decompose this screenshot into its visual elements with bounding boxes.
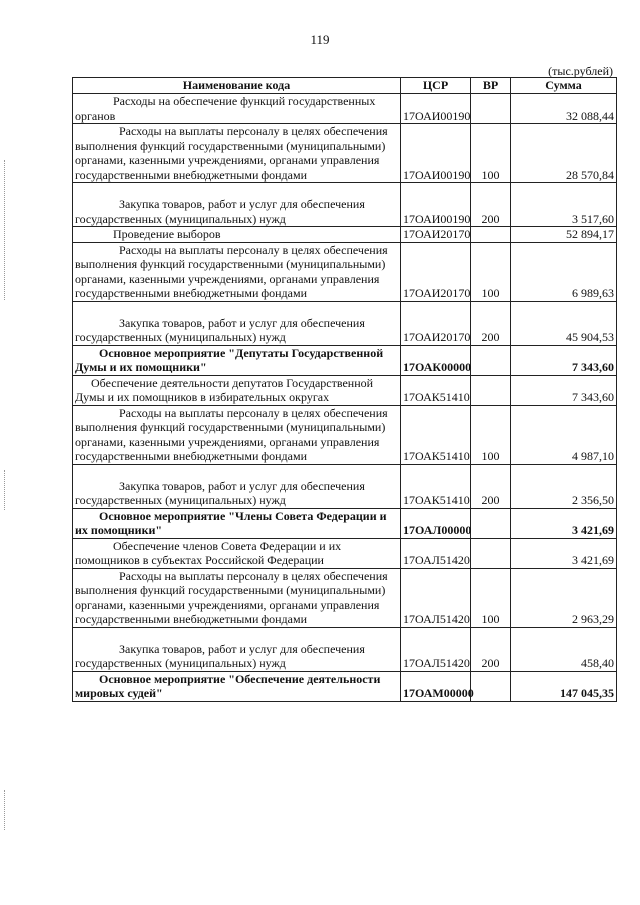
row-sum: 45 904,53 <box>511 301 617 345</box>
table-row <box>73 671 617 701</box>
row-sum: 2 356,50 <box>511 464 617 508</box>
header-csr: ЦСР <box>401 78 471 94</box>
row-csr: 17ОАИ00190 <box>401 124 471 183</box>
row-vr <box>471 345 511 375</box>
row-name: Основное мероприятие "Обеспечение деятельности мировых судей" <box>73 671 401 701</box>
table-row <box>73 508 617 538</box>
row-vr: 200 <box>471 627 511 671</box>
row-name: Расходы на обеспечение функций государственных органов <box>73 94 401 124</box>
table-row <box>73 124 617 183</box>
row-csr: 17ОАИ00190 <box>401 183 471 227</box>
row-csr: 17ОАК00000 <box>401 345 471 375</box>
table-row <box>73 183 617 227</box>
page-number: 119 <box>310 32 330 47</box>
row-sum: 2 963,29 <box>511 568 617 627</box>
row-vr <box>471 375 511 405</box>
header-name: Наименование кода <box>73 78 401 94</box>
row-vr <box>471 508 511 538</box>
table-row <box>73 464 617 508</box>
row-name: Расходы на выплаты персоналу в целях обеспечения выполнения функций государственными (муниципальными) органами, казенными учреждениями, органами управления государственными внебюджетными фондами <box>73 242 401 301</box>
row-vr: 100 <box>471 124 511 183</box>
margin-dotted-line <box>4 790 6 830</box>
row-vr: 100 <box>471 405 511 464</box>
table-row <box>73 375 617 405</box>
row-csr: 17ОАЛ00000 <box>401 508 471 538</box>
row-csr: 17ОАИ00190 <box>401 94 471 124</box>
table-row <box>73 627 617 671</box>
row-csr: 17ОАК51410 <box>401 464 471 508</box>
row-sum: 28 570,84 <box>511 124 617 183</box>
header-sum: Сумма <box>511 78 617 94</box>
unit-label: (тыс.рублей) <box>548 64 613 78</box>
table-row <box>73 227 617 243</box>
row-name: Закупка товаров, работ и услуг для обеспечения государственных (муниципальных) нужд <box>73 627 401 671</box>
row-csr: 17ОАИ20170 <box>401 242 471 301</box>
row-vr: 100 <box>471 568 511 627</box>
row-sum: 458,40 <box>511 627 617 671</box>
row-name: Основное мероприятие "Депутаты Государственной Думы и их помощники" <box>73 345 401 375</box>
row-csr: 17ОАМ00000 <box>401 671 471 701</box>
row-sum: 3 517,60 <box>511 183 617 227</box>
row-sum: 147 045,35 <box>511 671 617 701</box>
row-vr: 200 <box>471 301 511 345</box>
margin-dotted-line <box>4 470 6 510</box>
row-name: Расходы на выплаты персоналу в целях обеспечения выполнения функций государственными (муниципальными) органами, казенными учреждениями, органами управления государственными внебюджетными фондами <box>73 568 401 627</box>
row-csr: 17ОАЛ51420 <box>401 538 471 568</box>
table-header-row <box>73 78 617 94</box>
row-csr: 17ОАК51410 <box>401 375 471 405</box>
row-name: Расходы на выплаты персоналу в целях обеспечения выполнения функций государственными (муниципальными) органами, казенными учреждениями, органами управления государственными внебюджетными фондами <box>73 405 401 464</box>
row-name: Обеспечение членов Совета Федерации и их помощников в субъектах Российской Федерации <box>73 538 401 568</box>
table-row <box>73 94 617 124</box>
row-name: Обеспечение деятельности депутатов Государственной Думы и их помощников в избирательных округах <box>73 375 401 405</box>
table-row <box>73 405 617 464</box>
row-name: Закупка товаров, работ и услуг для обеспечения государственных (муниципальных) нужд <box>73 464 401 508</box>
row-name: Закупка товаров, работ и услуг для обеспечения государственных (муниципальных) нужд <box>73 301 401 345</box>
row-vr <box>471 538 511 568</box>
row-sum: 4 987,10 <box>511 405 617 464</box>
row-vr: 100 <box>471 242 511 301</box>
row-sum: 6 989,63 <box>511 242 617 301</box>
header-vr: ВР <box>471 78 511 94</box>
table-row <box>73 301 617 345</box>
row-sum: 32 088,44 <box>511 94 617 124</box>
row-vr <box>471 94 511 124</box>
table-row <box>73 242 617 301</box>
row-vr: 200 <box>471 464 511 508</box>
row-sum: 7 343,60 <box>511 375 617 405</box>
row-name: Расходы на выплаты персоналу в целях обеспечения выполнения функций государственными (муниципальными) органами, казенными учреждениями, органами управления государственными внебюджетными фондами <box>73 124 401 183</box>
budget-table <box>72 77 617 702</box>
row-name: Закупка товаров, работ и услуг для обеспечения государственных (муниципальных) нужд <box>73 183 401 227</box>
margin-dotted-line <box>4 160 6 300</box>
row-vr <box>471 671 511 701</box>
row-name: Проведение выборов <box>73 227 401 243</box>
row-csr: 17ОАИ20170 <box>401 301 471 345</box>
row-sum: 52 894,17 <box>511 227 617 243</box>
row-vr: 200 <box>471 183 511 227</box>
row-csr: 17ОАЛ51420 <box>401 568 471 627</box>
table-row <box>73 345 617 375</box>
table-row <box>73 538 617 568</box>
row-csr: 17ОАК51410 <box>401 405 471 464</box>
row-name: Основное мероприятие "Члены Совета Федерации и их помощники" <box>73 508 401 538</box>
row-sum: 3 421,69 <box>511 508 617 538</box>
row-csr: 17ОАИ20170 <box>401 227 471 243</box>
row-sum: 3 421,69 <box>511 538 617 568</box>
row-sum: 7 343,60 <box>511 345 617 375</box>
row-vr <box>471 227 511 243</box>
row-csr: 17ОАЛ51420 <box>401 627 471 671</box>
table-row <box>73 568 617 627</box>
